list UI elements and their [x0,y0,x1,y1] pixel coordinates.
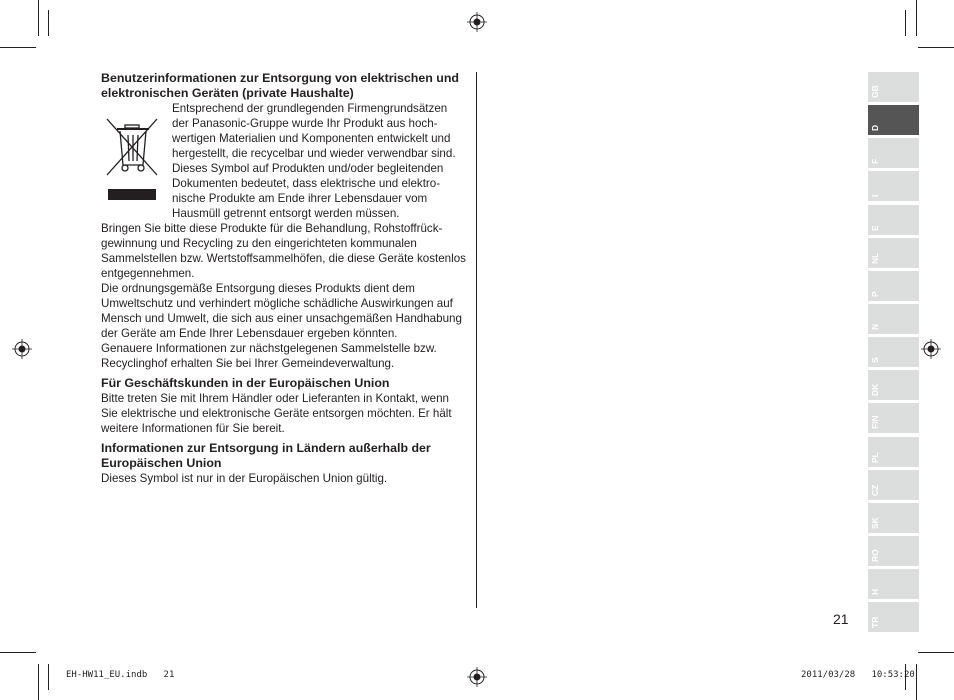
tab-nl[interactable]: NL [868,238,919,268]
slug-file: EH-HW11_EU.indb 21 [66,670,175,680]
crop-mark [916,0,917,36]
tab-ro[interactable]: RO [868,536,919,566]
crop-mark [48,664,49,690]
section-title: Benutzerinformationen zur Entsorgung von elektrischen und elektronischen Geräten (private Haushalte) [101,71,459,100]
tab-e[interactable]: E [868,205,919,235]
section-title: Für Geschäftskunden in der Europäischen Union [101,376,390,390]
crop-mark [905,10,906,36]
tab-p[interactable]: P [868,271,919,301]
paragraph: Genauere Informationen zur nächstgelegenen Sammelstelle bzw. Recyclinghof erhalten Sie bei Ihrer Gemeindeverwaltung. [101,342,437,370]
crop-mark [0,47,36,48]
registration-mark-icon [467,667,487,687]
crop-mark [38,664,39,700]
crop-mark [38,0,39,36]
section-intro: Entsprechend der grundlegenden Firmengrundsätzen der Panasonic-Gruppe wurde Ihr Produkt aus hoch-wertigen Materialien und Komponenten entwickelt und hergestellt, die recycelbar und wieder verwendbar sind. Dieses Symbol auf Produkten und/oder begleitenden Dokumenten bedeutet, dass elektrische und elektro-nische Produkte am Ende ihrer Lebensdauer vom Hausmüll getrennt entsorgt werden müssen. [172,102,456,220]
tab-gb[interactable]: GB [868,72,919,102]
disposal-information [101,71,466,486]
tab-f[interactable]: F [868,138,919,168]
page-number: 21 [833,611,849,627]
tab-s[interactable]: S [868,337,919,367]
column-divider [476,72,477,608]
registration-mark-icon [921,339,941,359]
tab-pl[interactable]: PL [868,437,919,467]
paragraph: Die ordnungsgemäße Entsorgung dieses Produkts dient dem Umweltschutz und verhindert mögliche schädliche Auswirkungen auf Mensch und Umwelt, die sich aus einer unsachgemäßen Handhabung der Geräte am Ende Ihrer Lebensdauer ergeben könnten. [101,282,462,340]
section-private-households [101,71,466,371]
crossed-out-wheelie-bin-icon [105,117,161,203]
section-title: Informationen zur Entsorgung in Ländern außerhalb der Europäischen Union [101,441,431,470]
crop-mark [0,652,36,653]
crop-mark [918,652,954,653]
crop-mark [48,10,49,36]
slug-datetime: 2011/03/28 10:53:20 [801,670,915,680]
tab-cz[interactable]: CZ [868,470,919,500]
tab-n[interactable]: N [868,304,919,334]
section-business-customers [101,376,466,436]
crop-mark [918,47,954,48]
paragraph: Bitte treten Sie mit Ihrem Händler oder Lieferanten in Kontakt, wenn Sie elektrische und elektronische Geräte entsorgen möchten. Er hält weitere Informationen für Sie bereit. [101,392,452,435]
language-tabs [868,72,919,635]
tab-dk[interactable]: DK [868,370,919,400]
tab-sk[interactable]: SK [868,503,919,533]
paragraph: Dieses Symbol ist nur in der Europäischen Union gültig. [101,472,388,485]
tab-d[interactable]: D [868,105,919,135]
tab-h[interactable]: H [868,569,919,599]
tab-tr[interactable]: TR [868,602,919,632]
registration-mark-icon [467,12,487,32]
tab-fin[interactable]: FIN [868,403,919,433]
crop-mark [916,664,917,700]
tab-i[interactable]: I [868,171,919,201]
section-outside-eu [101,441,466,486]
paragraph: Bringen Sie bitte diese Produkte für die Behandlung, Rohstoffrück-gewinnung und Recycling zu den eingerichteten kommunalen Sammelstellen bzw. Wertstoffsammelhöfen, die diese Geräte kostenlos entgegennehmen. [101,222,466,280]
registration-mark-icon [12,339,32,359]
